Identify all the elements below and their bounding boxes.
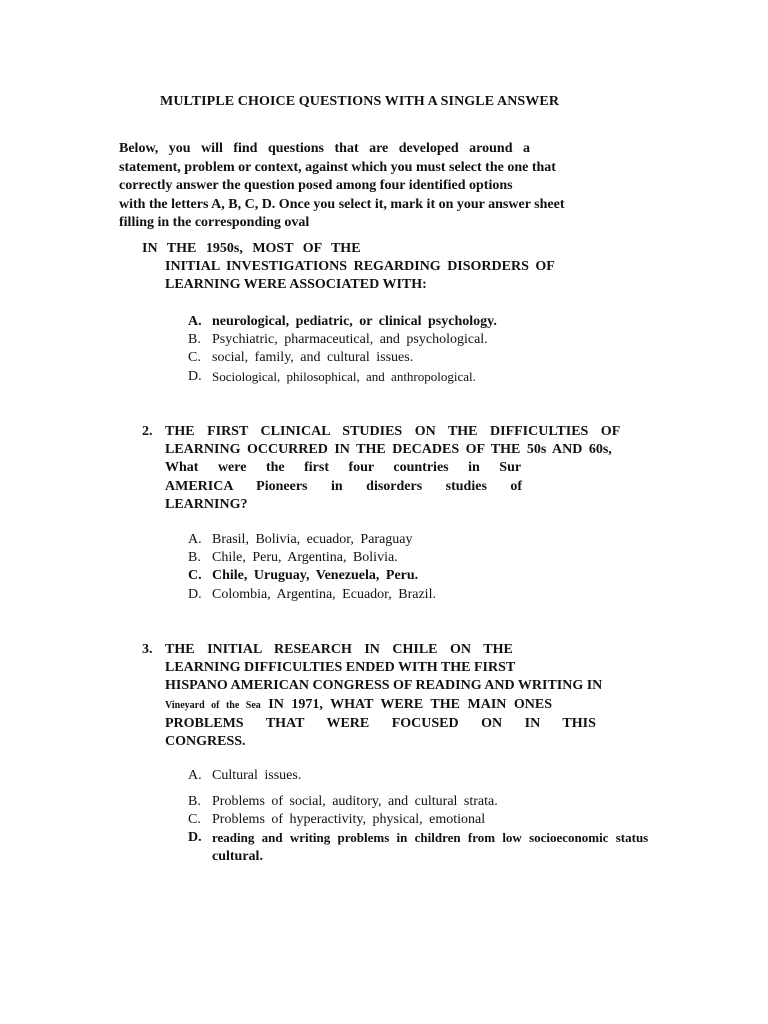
- option-letter: A.: [188, 314, 202, 329]
- option-text: Psychiatric, pharmaceutical, and psychological.: [212, 332, 488, 348]
- option-letter: D.: [188, 586, 202, 602]
- place-name: Vineyard of the Sea: [165, 699, 261, 711]
- option-letter: C.: [188, 812, 201, 828]
- question-1-line: IN THE 1950s, MOST OF THE: [142, 241, 361, 256]
- option-letter: A.: [188, 532, 202, 547]
- option-c[interactable]: [188, 567, 436, 585]
- question-2-line: THE FIRST CLINICAL STUDIES ON THE DIFFICULTIES OF: [165, 424, 621, 439]
- option-b[interactable]: [188, 549, 436, 567]
- instructions-line: statement, problem or context, against which you must select the one that: [119, 159, 556, 175]
- option-text: reading and writing problems in children from low socioeconomic status: [212, 830, 649, 846]
- question-2-options: [188, 531, 436, 604]
- option-text: Chile, Uruguay, Venezuela, Peru.: [212, 568, 419, 584]
- option-text: Problems of hyperactivity, physical, emotional: [212, 812, 486, 828]
- option-letter: D.: [188, 830, 202, 846]
- question-2-line: LEARNING OCCURRED IN THE DECADES OF THE 50s AND 60s,: [165, 442, 612, 458]
- option-c[interactable]: [188, 349, 497, 367]
- option-letter: C.: [188, 350, 201, 366]
- option-a[interactable]: [188, 531, 436, 549]
- question-3-line: THE INITIAL RESEARCH IN CHILE ON THE: [165, 642, 513, 657]
- option-d[interactable]: [188, 368, 497, 386]
- question-2: [142, 423, 666, 514]
- option-d[interactable]: [188, 829, 648, 847]
- question-3: [142, 641, 666, 751]
- instructions-line: with the letters A, B, C, D. Once you select it, mark it on your answer sheet: [119, 196, 565, 212]
- option-text: Brasil, Bolivia, ecuador, Paraguay: [212, 532, 413, 547]
- question-3-line: LEARNING DIFFICULTIES ENDED WITH THE FIRST: [165, 660, 516, 676]
- question-3-line: [165, 696, 666, 715]
- option-b[interactable]: [188, 331, 497, 349]
- question-1: [142, 240, 602, 295]
- option-text: neurological, pediatric, or clinical psychology.: [212, 314, 497, 329]
- question-number: 3.: [142, 642, 153, 657]
- option-letter: B.: [188, 332, 201, 348]
- question-3-line-rest: IN 1971, WHAT WERE THE MAIN ONES: [268, 696, 553, 712]
- question-1-options: [188, 313, 497, 386]
- question-3-line: CONGRESS.: [165, 734, 246, 750]
- question-1-line: INITIAL INVESTIGATIONS REGARDING DISORDERS OF: [165, 259, 555, 275]
- option-c[interactable]: [188, 811, 648, 829]
- option-text: Sociological, philosophical, and anthropological.: [212, 368, 476, 384]
- option-letter: B.: [188, 550, 201, 566]
- question-3-options-continued: [188, 793, 648, 866]
- option-b[interactable]: [188, 793, 648, 811]
- option-text: cultural.: [212, 848, 263, 864]
- option-letter: D.: [188, 368, 202, 384]
- question-3-line: HISPANO AMERICAN CONGRESS OF READING AND WRITING IN: [165, 678, 603, 694]
- option-a[interactable]: [188, 313, 497, 331]
- instructions-line: filling in the corresponding oval: [119, 215, 310, 230]
- option-letter: B.: [188, 794, 201, 809]
- option-letter: C.: [188, 568, 202, 584]
- option-d-continuation: [188, 848, 648, 866]
- question-1-line: LEARNING WERE ASSOCIATED WITH:: [165, 277, 427, 293]
- page-title: MULTIPLE CHOICE QUESTIONS WITH A SINGLE ANSWER: [160, 94, 560, 109]
- question-3-options: [188, 767, 301, 785]
- option-text: Colombia, Argentina, Ecuador, Brazil.: [212, 586, 436, 602]
- instructions-line: Below, you will find questions that are developed around a: [119, 141, 530, 156]
- option-d[interactable]: [188, 586, 436, 604]
- instructions-line: correctly answer the question posed among four identified options: [119, 178, 513, 193]
- option-text: Chile, Peru, Argentina, Bolivia.: [212, 550, 398, 566]
- instructions-paragraph: [119, 140, 649, 233]
- option-text: Problems of social, auditory, and cultural strata.: [212, 794, 498, 809]
- option-a[interactable]: [188, 767, 301, 785]
- option-text: social, family, and cultural issues.: [212, 350, 414, 366]
- option-text: Cultural issues.: [212, 768, 302, 783]
- question-number: 2.: [142, 424, 153, 439]
- question-3-line: PROBLEMS THAT WERE FOCUSED ON IN THIS: [165, 715, 596, 731]
- question-2-line: LEARNING?: [165, 496, 248, 512]
- option-letter: A.: [188, 768, 202, 783]
- question-2-line: AMERICA Pioneers in disorders studies of: [165, 478, 523, 494]
- question-2-line: What were the first four countries in Sur: [165, 460, 522, 476]
